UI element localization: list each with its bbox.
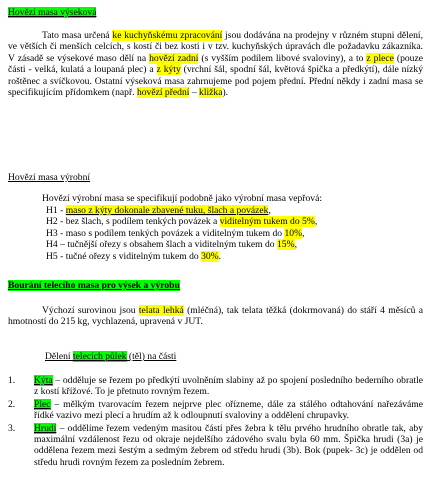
paragraph-bourani — [8, 305, 423, 328]
text-run: jsou dodávána na prodejny v různém stupni dělení, ve větších či menších celcích, s kostí či bez kosti i v tzv. kuchyňských úpravách dle požadavku zákazníka. V zásadě se výsekové maso dělí na — [8, 30, 423, 64]
text-run: Dělení — [45, 351, 73, 362]
heading-hovezi-vysekova: Hovězí masa výseková — [8, 7, 97, 18]
text-run: H3 - maso s podílem tenkých povázek a viditelným tukem do — [46, 227, 285, 239]
list-number: 2. — [8, 398, 16, 410]
heading-hovezi-vyrobni: Hovězí masa výrobní — [8, 172, 91, 183]
highlighted-text: z kýty — [156, 64, 181, 76]
highlighted-text: 30% — [201, 250, 219, 262]
text-run: H4 – tučnější ořezy s obsahem šlach a viditelným tukem do — [46, 239, 277, 251]
text-run: , — [294, 239, 297, 251]
vyrobni-maso-item — [46, 216, 423, 227]
highlighted-text: telecích půlek — [72, 351, 127, 362]
highlighted-text: z plece — [366, 52, 394, 64]
highlighted-text: 15% — [277, 239, 295, 251]
text-run: (těl) na části — [126, 351, 177, 362]
text-run: ). — [222, 87, 229, 99]
highlighted-text: Hrudí — [34, 422, 57, 434]
text-run: (vrchní šál, spodní šál, květová špička a předkýtí), dále nízký roštěnec a svíčkovou. Ostatní výseková masa zahrnujeme pod pojem přední. Přední někdy i zadní masa se specifikujícím přídomkem (např. — [8, 64, 423, 99]
list-number: 1. — [8, 375, 16, 386]
deleni-list — [8, 375, 423, 469]
text-run: H1 - — [46, 205, 66, 216]
paragraph-vyrobni-intro: Hovězí výrobní masa se specifikují podobně jako výrobní masa vepřová: — [42, 193, 323, 204]
highlighted-text: Plec — [34, 398, 51, 410]
highlighted-text: telata lehká — [138, 305, 184, 316]
highlighted-text: hovězí zadní — [149, 52, 199, 64]
vyrobni-maso-item — [46, 251, 423, 262]
text-run: , — [268, 205, 271, 216]
text-run: – oddělíme řezem vedeným masitou částí přes žebra k tělu prvého hrudního obratle tak, aby maximální vzdálenost řezu od okraje nejdelšího zádového svalu byla 60 mm. Špička hrudi (3a) je oddělena řezem mezi šestým a sedmým žebrem od středu hrudi (3b). Bok (pupek- 3c) je oddělen od středu hrudi rovným řezem za posledním žebrem. — [34, 422, 423, 468]
text-run: , — [302, 227, 305, 239]
text-run: Výchozí surovinou jsou — [42, 305, 139, 316]
list-number: 3. — [8, 422, 16, 434]
highlighted-text: ke kuchyňskému zpracování — [112, 30, 223, 41]
text-run: (mléčná), tak telata těžká (dokrmovaná) do stáří 4 měsíců a hmotností do 215 kg, vychlazená, upravená v JUT. — [8, 305, 423, 328]
vyrobni-maso-item — [46, 228, 423, 239]
text-run: (s vyšším podílem libové svaloviny), a to — [198, 52, 367, 64]
deleni-item — [8, 423, 423, 469]
text-run: (pouze části - velká, kulatá a loupaná plec) a — [8, 52, 423, 76]
text-run: , — [314, 216, 318, 228]
vyrobni-maso-item — [46, 205, 423, 216]
text-run: – — [189, 87, 200, 99]
highlighted-text: kližka — [199, 87, 223, 99]
highlighted-text: Kýta — [34, 375, 53, 386]
text-run: H5 - tučné ořezy s viditelným tukem do — [46, 250, 202, 262]
deleni-item — [8, 399, 423, 422]
text-run: – mělkým tvarovacím řezem nejprve plec ořízneme, dále za stálého odtahování nařezáváme řídké vazivo mezi plecí a hrudím až k odloupnutí svaloviny a oddělení chrupavky. — [34, 398, 423, 422]
text-run: H2 - bez šlach, s podílem tenkých povázek a — [46, 216, 220, 228]
paragraph-vysekova — [8, 30, 423, 98]
highlighted-text: viditelným tukem do 5% — [219, 216, 315, 228]
text-run: Tato masa určená — [42, 30, 113, 41]
highlighted-text: maso z kýty dokonale zbavené tuku, šlach a povázek — [65, 205, 269, 216]
highlighted-text: 10% — [284, 227, 303, 239]
vyrobni-masa-list — [6, 205, 423, 262]
heading-bourani-teleciho: Bourání telecího masa pro výsek a výrobu — [8, 280, 180, 291]
heading-deleni-telecich-pulek — [45, 351, 423, 362]
text-run: – odděluje se řezem po předkýtí uvolněním slabiny až po spojení posledního bederního obratle z kostí křížové. To je přetnuto rovným řezem. — [34, 375, 423, 398]
highlighted-text: hovězí přední — [136, 87, 190, 99]
deleni-item — [8, 375, 423, 398]
vyrobni-maso-item — [46, 239, 423, 250]
text-run: . — [218, 250, 222, 262]
